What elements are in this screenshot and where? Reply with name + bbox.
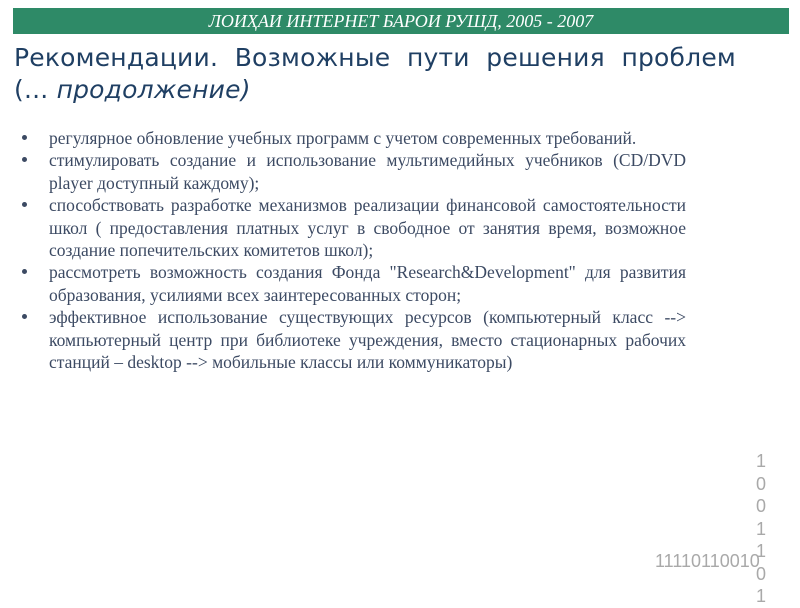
binary-digit: 1 — [755, 541, 766, 561]
list-item-text: эффективное использование существующих ресурсов (компьютерный класс --> компьютерный центр при библиотеке учреждения, вместо стационарных рабочих станций – desktop --> мобильные классы или коммуникаторы) — [49, 307, 686, 373]
list-item-text: способствовать разработке механизмов реализации финансовой самостоятельности школ ( предоставления платных услуг в свободное от занятия время, возможное создание попечительских комитетов школ); — [49, 195, 686, 261]
binary-digit: 1 — [755, 451, 766, 471]
list-item — [22, 306, 686, 373]
bullet-icon — [22, 314, 27, 319]
binary-digit: 1 — [755, 518, 766, 539]
list-item — [22, 149, 686, 194]
bullet-icon — [22, 157, 27, 162]
recommendations-list — [22, 127, 686, 373]
slide-title-main: Рекомендации. Возможные пути решения проблем (... — [14, 43, 736, 104]
bullet-icon — [22, 269, 27, 274]
binary-decoration-horizontal: 11110110010 — [655, 551, 760, 571]
slide-title-continuation: продолжение) — [56, 75, 251, 104]
header-banner — [13, 8, 789, 34]
list-item-text: стимулировать создание и использование мультимедийных учебников (CD/DVD player доступный каждому); — [49, 150, 686, 193]
banner-title: ЛОИҲАИ ИНТЕРНЕТ БАРОИ РУШД, 2005 - 2007 — [208, 10, 594, 31]
list-item — [22, 261, 686, 306]
list-item — [22, 194, 686, 261]
bullet-icon — [22, 202, 27, 207]
binary-digit: 0 — [755, 563, 766, 584]
binary-digit: 0 — [755, 496, 766, 516]
binary-digit: 1 — [755, 586, 766, 606]
bullet-icon — [22, 135, 27, 140]
list-item — [22, 127, 686, 149]
list-item-text: рассмотреть возможность создания Фонда "Research&Development" для развития образования, усилиями всех заинтересованных сторон; — [49, 262, 686, 305]
slide-title — [14, 42, 736, 106]
binary-decoration-vertical — [752, 450, 770, 608]
list-item-text: регулярное обновление учебных программ с учетом современных требований. — [49, 128, 637, 148]
binary-digit: 0 — [755, 473, 766, 494]
